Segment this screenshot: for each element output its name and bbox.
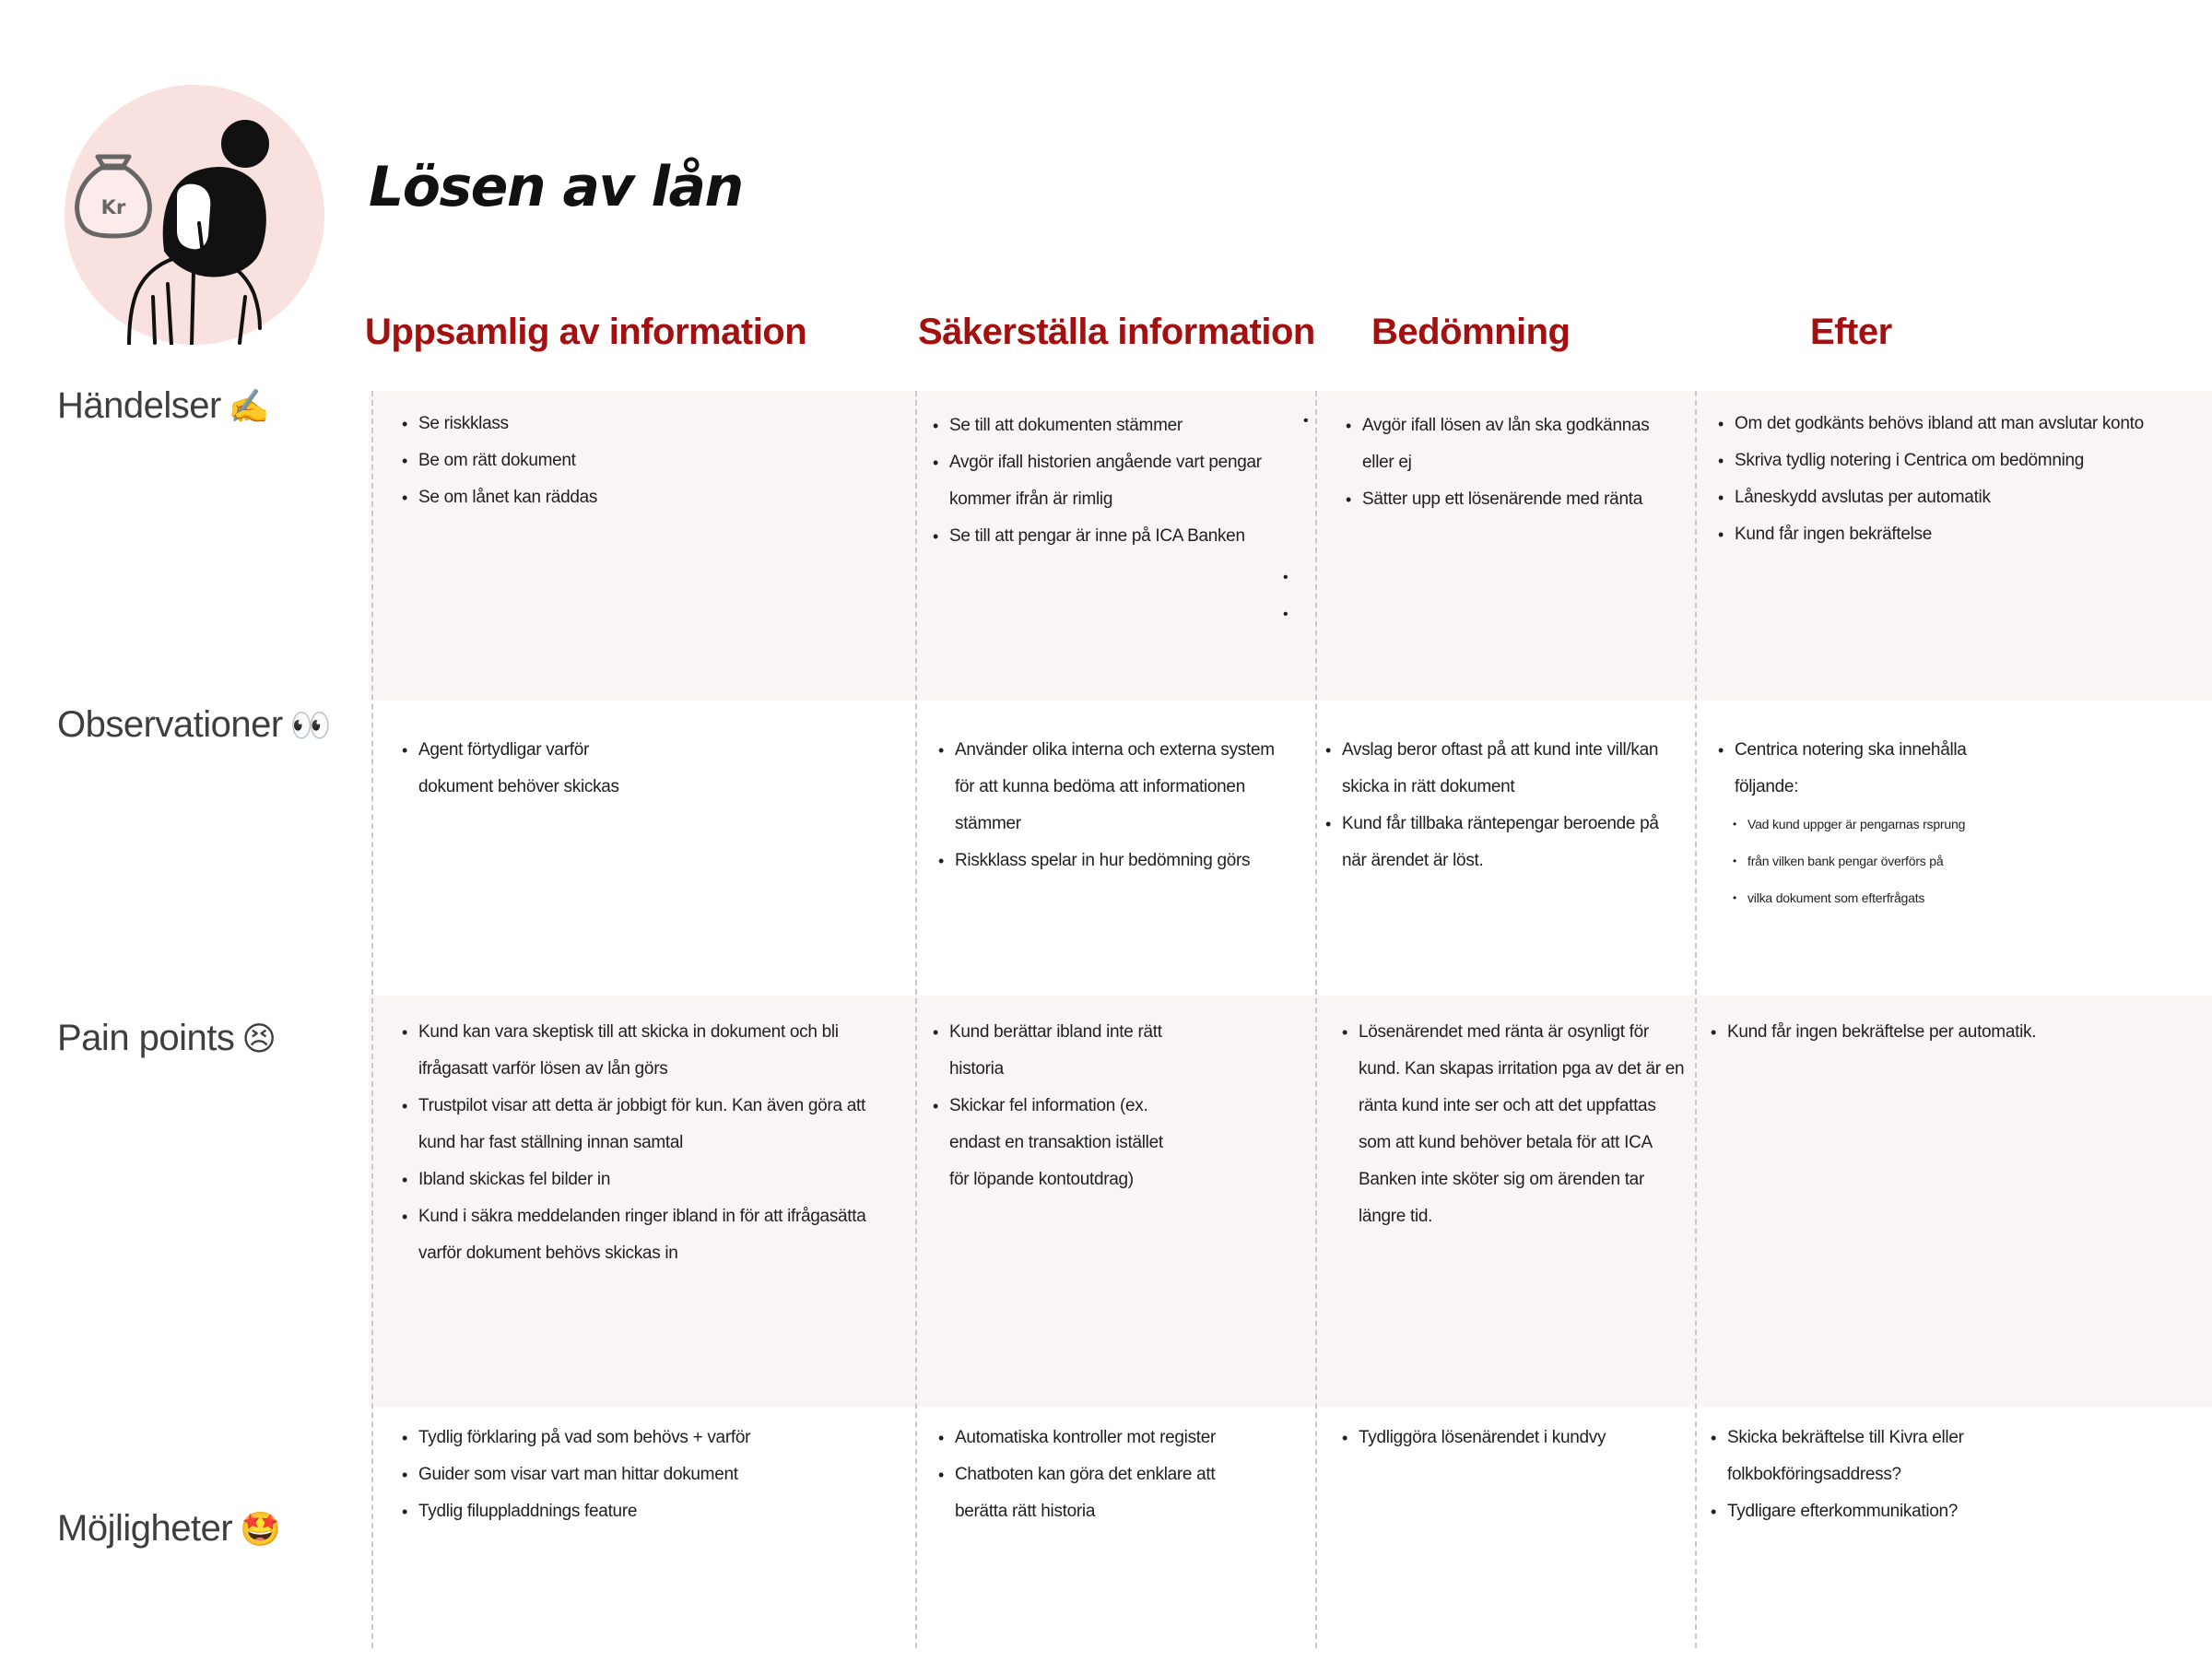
cell-mojligheter-efter [1711, 1420, 2015, 1530]
column-divider [915, 391, 917, 1648]
writing-hand-icon: ✍️ [228, 387, 270, 425]
persevering-face-icon: 😣 [241, 1020, 276, 1057]
cell-observationer-efter [1718, 732, 2022, 916]
cell-item: • Skriva tydlig notering i Centrica om bedömning [1718, 442, 2179, 479]
cell-handelser-sakerstalla [933, 407, 1274, 555]
cell-item: • Trustpilot visar att detta är jobbigt för kun. Kan även göra att kund har fast ställning innan samtal [402, 1088, 900, 1161]
cell-item: • Ibland skickas fel bilder in [402, 1161, 900, 1198]
cell-item: • Se till att dokumenten stämmer [933, 407, 1274, 444]
cell-item: • Kund får ingen bekräftelse [1718, 516, 2179, 553]
kr-icon-text: Kr [100, 196, 126, 218]
cell-item: • Låneskydd avslutas per automatik [1718, 479, 2179, 516]
cell-item: • Skicka bekräftelse till Kivra eller folkbokföringsaddress? [1711, 1420, 2015, 1493]
row-label-text: Pain points [57, 1018, 235, 1058]
cell-item: • Avgör ifall historien angående vart pengar kommer ifrån är rimlig [933, 444, 1274, 518]
cell-item: • Använder olika interna och externa system för att kunna bedöma att informationen stämmer [938, 732, 1279, 843]
phase-title-uppsamling: Uppsamlig av information [365, 312, 807, 352]
cell-item: • Chatboten kan göra det enklare att berätta rätt historia [938, 1456, 1242, 1530]
cell-handelser-efter [1718, 406, 2179, 553]
cell-item: • Tydligare efterkommunikation? [1711, 1493, 2015, 1530]
cell-item: • Sätter upp ett lösenärende med ränta [1346, 481, 1677, 518]
cell-pain-points-bedomning [1342, 1014, 1692, 1235]
persona-avatar [65, 85, 324, 345]
cell-item: • Se riskklass [402, 406, 900, 442]
row-label-pain-points [57, 1018, 276, 1059]
cell-item: • Centrica notering ska innehålla följande: [1718, 732, 2022, 806]
cell-mojligheter-uppsamling [402, 1420, 900, 1530]
cell-item: • Tydlig förklaring på vad som behövs + varför [402, 1420, 900, 1456]
cell-item: • Se till att pengar är inne på ICA Banken [933, 518, 1274, 555]
cell-item: • Se om lånet kan räddas [402, 479, 900, 516]
column-divider [371, 391, 373, 1648]
cell-mojligheter-sakerstalla [938, 1420, 1242, 1530]
column-divider [1315, 391, 1317, 1648]
cell-observationer-bedomning [1325, 732, 1685, 879]
phase-title-sakerstalla: Säkerställa information [918, 312, 1315, 352]
cell-item: • Tydlig filuppladdnings feature [402, 1493, 900, 1530]
row-label-mojligheter [57, 1508, 280, 1550]
cell-mojligheter-bedomning [1342, 1420, 1683, 1456]
cell-item: • Lösenärendet med ränta är osynligt för kund. Kan skapas irritation pga av det är en ränta kund inte ser och att det uppfattas som att kund behöver betala för att ICA Banken inte sköter sig om ärenden tar längre tid. [1342, 1014, 1692, 1235]
cell-item: • Skickar fel information (ex. endast en transaktion istället för löpande kontoutdrag) [933, 1088, 1182, 1198]
page-title: Lösen av lån [369, 155, 743, 219]
cell-pain-points-efter [1711, 1014, 2171, 1051]
cell-pain-points-sakerstalla [933, 1014, 1182, 1198]
cell-observationer-uppsamling [402, 732, 651, 806]
stray-bullet: • [1283, 607, 1288, 622]
cell-item: • Be om rätt dokument [402, 442, 900, 479]
cell-item: • Om det godkänts behövs ibland att man avslutar konto [1718, 406, 2179, 442]
cell-item: • Guider som visar vart man hittar dokument [402, 1456, 900, 1493]
cell-item: • Kund berättar ibland inte rätt historia [933, 1014, 1182, 1088]
eyes-icon: 👀 [289, 706, 332, 744]
phase-title-efter: Efter [1810, 312, 1892, 352]
column-divider [1695, 391, 1697, 1648]
stray-bullet: • [1283, 570, 1288, 585]
cell-sub-item: • Vad kund uppger är pengarnas rsprung [1718, 806, 2022, 843]
row-label-observationer [57, 704, 331, 746]
cell-item: • Kund får tillbaka räntepengar beroende på när ärendet är löst. [1325, 806, 1685, 879]
phase-title-bedomning: Bedömning [1371, 312, 1571, 352]
cell-sub-item: • vilka dokument som efterfrågats [1718, 879, 2022, 916]
cell-pain-points-uppsamling [402, 1014, 900, 1272]
cell-sub-item: • från vilken bank pengar överförs på [1718, 843, 2022, 879]
cell-item: • Automatiska kontroller mot register [938, 1420, 1242, 1456]
cell-item: • Kund kan vara skeptisk till att skicka in dokument och bli ifrågasatt varför lösen av lån görs [402, 1014, 900, 1088]
cell-handelser-bedomning [1346, 407, 1677, 518]
cell-item: • Tydliggöra lösenärendet i kundvy [1342, 1420, 1683, 1456]
cell-item: • Avslag beror oftast på att kund inte vill/kan skicka in rätt dokument [1325, 732, 1685, 806]
star-struck-face-icon: 🤩 [240, 1510, 281, 1548]
cell-item: • Avgör ifall lösen av lån ska godkännas eller ej [1346, 407, 1677, 481]
cell-item: • Riskklass spelar in hur bedömning görs [938, 843, 1279, 879]
cell-item: • Kund får ingen bekräftelse per automatik. [1711, 1014, 2171, 1051]
stray-bullet: • [1303, 413, 1309, 429]
row-label-text: Händelser [57, 385, 221, 426]
cell-item: • Kund i säkra meddelanden ringer ibland in för att ifrågasätta varför dokument behövs skickas in [402, 1198, 900, 1272]
row-label-handelser [57, 385, 269, 427]
cell-handelser-uppsamling [402, 406, 900, 516]
cell-observationer-sakerstalla [938, 732, 1279, 879]
row-label-text: Möjligheter [57, 1508, 233, 1549]
cell-item: • Agent förtydligar varför dokument behöver skickas [402, 732, 651, 806]
row-label-text: Observationer [57, 704, 283, 745]
